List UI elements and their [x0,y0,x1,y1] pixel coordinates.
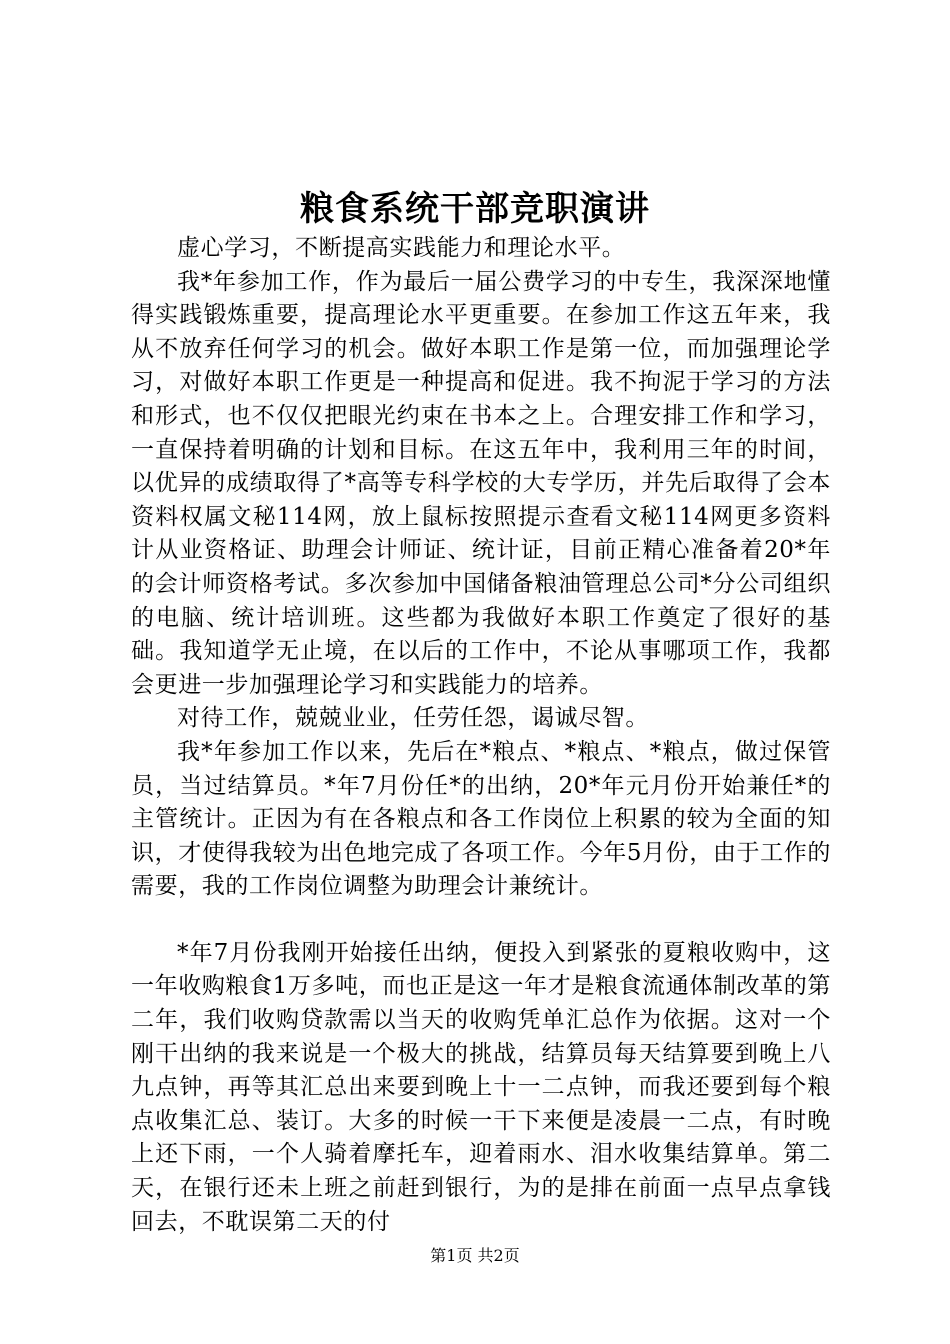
paragraph-cashier-experience: *年7月份我刚开始接任出纳，便投入到紧张的夏粮收购中，这一年收购粮食1万多吨，而也正是这一年才是粮食流通体制改革的第二年，我们收购贷款需以当天的收购凭单汇总作为依据。这对一个刚干出纳的我来说是一个极大的挑战，结算员每天结算要到晚上八九点钟，再等其汇总出来要到晚上十一二点钟，而我还要到每个粮点收集汇总、装订。大多的时候一干下来便是凌晨一二点，有时晚上还下雨，一个人骑着摩托车，迎着雨水、泪水收集结算单。第二天，在银行还未上班之前赶到银行，为的是排在前面一点早点拿钱回去，不耽误第二天的付 [131,939,831,1235]
document-body [131,232,831,1239]
document-title: 粮食系统干部竞职演讲 [300,189,650,229]
paragraph-work-history: 我*年参加工作以来，先后在*粮点、*粮点、*粮点，做过保管员，当过结算员。*年7月份任*的出纳，20*年元月份开始兼任*的主管统计。正因为有在各粮点和各工作岗位上积累的较为全面的知识，才使得我较为出色地完成了各项工作。今年5月份，由于工作的需要，我的工作岗位调整为助理会计兼统计。 [131,738,831,900]
page-number-footer: 第1页 共2页 [430,1246,520,1265]
paragraph-heading-study: 虚心学习，不断提高实践能力和理论水平。 [177,235,626,261]
paragraph-study-detail: 我*年参加工作，作为最后一届公费学习的中专生，我深深地懂得实践锻炼重要，提高理论水平更重要。在参加工作这五年来，我从不放弃任何学习的机会。做好本职工作是第一位，而加强理论学习，对做好本职工作更是一种提高和促进。我不拘泥于学习的方法和形式，也不仅仅把眼光约束在书本之上。合理安排工作和学习，一直保持着明确的计划和目标。在这五年中，我利用三年的时间，以优异的成绩取得了*高等专科学校的大专学历，并先后取得了会本资料权属文秘114网，放上鼠标按照提示查看文秘114网更多资料计从业资格证、助理会计师证、统计证，目前正精心准备着20*年的会计师资格考试。多次参加中国储备粮油管理总公司*分公司组织的电脑、统计培训班。这些都为我做好本职工作奠定了很好的基础。我知道学无止境，在以后的工作中，不论从事哪项工作，我都会更进一步加强理论学习和实践能力的培养。 [131,268,831,698]
paragraph-heading-work: 对待工作，兢兢业业，任劳任怨，谒诚尽智。 [177,705,649,732]
